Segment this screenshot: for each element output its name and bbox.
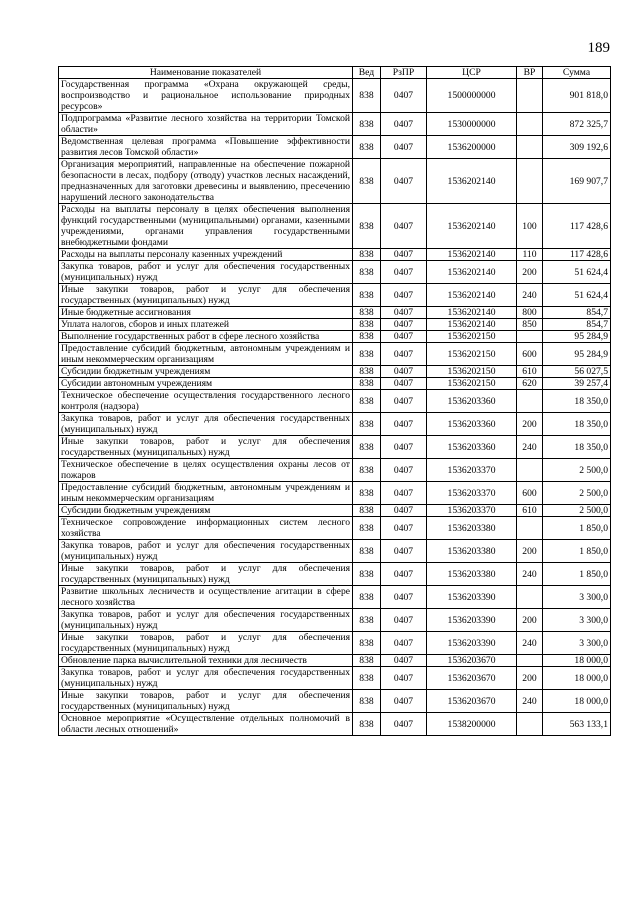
header-csr: ЦСР [427,67,517,79]
row-rzpr-cell: 0407 [381,113,427,136]
row-vr-cell: 200 [517,667,543,690]
table-row [59,436,611,459]
table-row [59,517,611,540]
row-csr-cell: 1536202140 [427,159,517,204]
row-name-cell: Государственная программа «Охрана окружающей среды, воспроизводство и рациональное использование природных ресурсов» [59,79,353,113]
row-ved-cell: 838 [353,249,381,261]
row-vr-cell: 200 [517,540,543,563]
row-sum-cell: 169 907,7 [543,159,611,204]
row-sum-cell: 2 500,0 [543,459,611,482]
table-row [59,563,611,586]
row-name-cell: Иные закупки товаров, работ и услуг для обеспечения государственных (муниципальных) нужд [59,563,353,586]
row-sum-cell: 1 850,0 [543,517,611,540]
row-sum-cell: 117 428,6 [543,204,611,249]
row-ved-cell: 838 [353,378,381,390]
row-name-cell: Субсидии бюджетным учреждениям [59,366,353,378]
row-name-cell: Иные бюджетные ассигнования [59,307,353,319]
row-sum-cell: 3 300,0 [543,632,611,655]
row-ved-cell: 838 [353,667,381,690]
row-rzpr-cell: 0407 [381,563,427,586]
table-row [59,378,611,390]
table-row [59,540,611,563]
header-rzpr: РзПР [381,67,427,79]
row-name-cell: Обновление парка вычислительной техники для лесничеств [59,655,353,667]
row-csr-cell: 1536202140 [427,307,517,319]
row-rzpr-cell: 0407 [381,366,427,378]
row-ved-cell: 838 [353,319,381,331]
table-row [59,713,611,736]
row-rzpr-cell: 0407 [381,307,427,319]
header-ved: Вед [353,67,381,79]
table-row [59,459,611,482]
row-ved-cell: 838 [353,459,381,482]
row-name-cell: Техническое обеспечение осуществления государственного лесного контроля (надзора) [59,390,353,413]
row-vr-cell: 100 [517,204,543,249]
row-csr-cell: 1536203380 [427,563,517,586]
row-rzpr-cell: 0407 [381,540,427,563]
row-csr-cell: 1536203390 [427,586,517,609]
row-sum-cell: 854,7 [543,319,611,331]
row-sum-cell: 117 428,6 [543,249,611,261]
row-rzpr-cell: 0407 [381,284,427,307]
row-sum-cell: 18 000,0 [543,655,611,667]
row-csr-cell: 1536203360 [427,436,517,459]
row-ved-cell: 838 [353,307,381,319]
row-vr-cell: 610 [517,505,543,517]
row-sum-cell: 2 500,0 [543,482,611,505]
row-name-cell: Закупка товаров, работ и услуг для обеспечения государственных (муниципальных) нужд [59,413,353,436]
row-csr-cell: 1536202140 [427,261,517,284]
row-rzpr-cell: 0407 [381,413,427,436]
row-rzpr-cell: 0407 [381,632,427,655]
row-vr-cell [517,713,543,736]
row-sum-cell: 39 257,4 [543,378,611,390]
row-ved-cell: 838 [353,517,381,540]
row-vr-cell [517,517,543,540]
row-csr-cell: 1536203390 [427,609,517,632]
row-sum-cell: 1 850,0 [543,563,611,586]
row-name-cell: Ведомственная целевая программа «Повышение эффективности развития лесов Томской области» [59,136,353,159]
row-ved-cell: 838 [353,563,381,586]
row-rzpr-cell: 0407 [381,667,427,690]
row-vr-cell [517,459,543,482]
row-csr-cell: 1536202150 [427,343,517,366]
row-sum-cell: 18 350,0 [543,413,611,436]
table-row [59,390,611,413]
row-ved-cell: 838 [353,586,381,609]
row-rzpr-cell: 0407 [381,459,427,482]
row-sum-cell: 18 000,0 [543,667,611,690]
table-body [59,79,611,736]
row-rzpr-cell: 0407 [381,390,427,413]
header-vr: ВР [517,67,543,79]
budget-table [58,66,611,736]
row-ved-cell: 838 [353,655,381,667]
row-name-cell: Выполнение государственных работ в сфере лесного хозяйства [59,331,353,343]
row-ved-cell: 838 [353,204,381,249]
row-csr-cell: 1536203360 [427,390,517,413]
row-ved-cell: 838 [353,713,381,736]
row-vr-cell: 620 [517,378,543,390]
table-row [59,113,611,136]
row-name-cell: Расходы на выплаты персоналу в целях обеспечения выполнения функций государственными (муниципальными) органами, казенными учреждениями, органами управления государственными внебюджетными фондами [59,204,353,249]
row-vr-cell: 600 [517,343,543,366]
table-row [59,249,611,261]
row-sum-cell: 51 624,4 [543,284,611,307]
row-rzpr-cell: 0407 [381,586,427,609]
row-sum-cell: 872 325,7 [543,113,611,136]
table-row [59,505,611,517]
row-name-cell: Организация мероприятий, направленные на обеспечение пожарной безопасности в лесах, подбору (отводу) участков лесных насаждений, предназначенных для заготовки древесины и выявлению, пресечению нарушений лесного законодательства [59,159,353,204]
row-csr-cell: 1536202150 [427,378,517,390]
row-rzpr-cell: 0407 [381,136,427,159]
header-sum: Сумма [543,67,611,79]
row-vr-cell: 240 [517,436,543,459]
row-csr-cell: 1536202150 [427,331,517,343]
table-row [59,482,611,505]
row-vr-cell [517,136,543,159]
row-rzpr-cell: 0407 [381,79,427,113]
row-csr-cell: 1536202140 [427,204,517,249]
row-rzpr-cell: 0407 [381,249,427,261]
row-vr-cell [517,79,543,113]
table-header-row [59,67,611,79]
row-ved-cell: 838 [353,343,381,366]
table-row [59,632,611,655]
row-name-cell: Предоставление субсидий бюджетным, автономным учреждениям и иным некоммерческим организациям [59,343,353,366]
row-csr-cell: 1536202140 [427,249,517,261]
row-vr-cell: 600 [517,482,543,505]
row-rzpr-cell: 0407 [381,713,427,736]
row-rzpr-cell: 0407 [381,261,427,284]
row-name-cell: Уплата налогов, сборов и иных платежей [59,319,353,331]
row-sum-cell: 56 027,5 [543,366,611,378]
row-csr-cell: 1536203360 [427,413,517,436]
row-sum-cell: 309 192,6 [543,136,611,159]
table-row [59,609,611,632]
row-name-cell: Расходы на выплаты персоналу казенных учреждений [59,249,353,261]
table-row [59,366,611,378]
row-vr-cell: 200 [517,413,543,436]
row-name-cell: Иные закупки товаров, работ и услуг для обеспечения государственных (муниципальных) нужд [59,284,353,307]
row-name-cell: Предоставление субсидий бюджетным, автономным учреждениям и иным некоммерческим организациям [59,482,353,505]
row-name-cell: Техническое сопровождение информационных систем лесного хозяйства [59,517,353,540]
row-sum-cell: 2 500,0 [543,505,611,517]
table-row [59,136,611,159]
row-rzpr-cell: 0407 [381,609,427,632]
row-vr-cell: 240 [517,690,543,713]
row-csr-cell: 1536202140 [427,284,517,307]
row-vr-cell: 240 [517,632,543,655]
row-rzpr-cell: 0407 [381,505,427,517]
row-name-cell: Иные закупки товаров, работ и услуг для обеспечения государственных (муниципальных) нужд [59,436,353,459]
row-rzpr-cell: 0407 [381,159,427,204]
row-ved-cell: 838 [353,331,381,343]
row-ved-cell: 838 [353,79,381,113]
table-row [59,331,611,343]
table-row [59,586,611,609]
row-name-cell: Иные закупки товаров, работ и услуг для обеспечения государственных (муниципальных) нужд [59,690,353,713]
table-row [59,413,611,436]
row-csr-cell: 1536200000 [427,136,517,159]
row-sum-cell: 18 350,0 [543,390,611,413]
row-name-cell: Субсидии автономным учреждениям [59,378,353,390]
row-rzpr-cell: 0407 [381,517,427,540]
row-name-cell: Основное мероприятие «Осуществление отдельных полномочий в области лесных отношений» [59,713,353,736]
row-sum-cell: 901 818,0 [543,79,611,113]
row-ved-cell: 838 [353,690,381,713]
row-rzpr-cell: 0407 [381,436,427,459]
row-rzpr-cell: 0407 [381,343,427,366]
row-sum-cell: 51 624,4 [543,261,611,284]
row-sum-cell: 1 850,0 [543,540,611,563]
row-ved-cell: 838 [353,413,381,436]
row-sum-cell: 95 284,9 [543,331,611,343]
table-row [59,655,611,667]
row-csr-cell: 1536203370 [427,505,517,517]
row-sum-cell: 18 000,0 [543,690,611,713]
table-row [59,690,611,713]
row-csr-cell: 1500000000 [427,79,517,113]
row-vr-cell [517,113,543,136]
row-vr-cell [517,331,543,343]
row-ved-cell: 838 [353,261,381,284]
row-ved-cell: 838 [353,113,381,136]
row-sum-cell: 95 284,9 [543,343,611,366]
row-csr-cell: 1536203380 [427,517,517,540]
row-name-cell: Закупка товаров, работ и услуг для обеспечения государственных (муниципальных) нужд [59,261,353,284]
row-ved-cell: 838 [353,609,381,632]
row-ved-cell: 838 [353,284,381,307]
row-sum-cell: 854,7 [543,307,611,319]
row-ved-cell: 838 [353,482,381,505]
row-ved-cell: 838 [353,540,381,563]
row-csr-cell: 1536202150 [427,366,517,378]
row-vr-cell: 240 [517,563,543,586]
row-vr-cell: 850 [517,319,543,331]
row-ved-cell: 838 [353,390,381,413]
row-csr-cell: 1536203370 [427,482,517,505]
table-row [59,667,611,690]
row-ved-cell: 838 [353,632,381,655]
row-rzpr-cell: 0407 [381,482,427,505]
row-vr-cell [517,159,543,204]
row-csr-cell: 1536203670 [427,655,517,667]
row-rzpr-cell: 0407 [381,690,427,713]
table-row [59,284,611,307]
row-csr-cell: 1538200000 [427,713,517,736]
row-vr-cell: 200 [517,261,543,284]
row-vr-cell [517,390,543,413]
row-sum-cell: 563 133,1 [543,713,611,736]
row-name-cell: Иные закупки товаров, работ и услуг для обеспечения государственных (муниципальных) нужд [59,632,353,655]
row-vr-cell [517,655,543,667]
row-csr-cell: 1536202140 [427,319,517,331]
row-ved-cell: 838 [353,159,381,204]
row-csr-cell: 1536203380 [427,540,517,563]
row-sum-cell: 3 300,0 [543,609,611,632]
row-vr-cell [517,586,543,609]
row-sum-cell: 18 350,0 [543,436,611,459]
row-rzpr-cell: 0407 [381,378,427,390]
row-vr-cell: 200 [517,609,543,632]
row-rzpr-cell: 0407 [381,331,427,343]
table-row [59,159,611,204]
row-name-cell: Развитие школьных лесничеств и осуществление агитации в сфере лесного хозяйства [59,586,353,609]
page-number: 189 [587,40,610,56]
table-row [59,307,611,319]
row-csr-cell: 1530000000 [427,113,517,136]
row-name-cell: Закупка товаров, работ и услуг для обеспечения государственных (муниципальных) нужд [59,609,353,632]
row-name-cell: Закупка товаров, работ и услуг для обеспечения государственных (муниципальных) нужд [59,540,353,563]
table-row [59,261,611,284]
row-ved-cell: 838 [353,505,381,517]
row-ved-cell: 838 [353,436,381,459]
table-row [59,79,611,113]
table-row [59,343,611,366]
row-sum-cell: 3 300,0 [543,586,611,609]
row-vr-cell: 240 [517,284,543,307]
row-name-cell: Субсидии бюджетным учреждениям [59,505,353,517]
row-csr-cell: 1536203670 [427,667,517,690]
row-vr-cell: 110 [517,249,543,261]
row-name-cell: Закупка товаров, работ и услуг для обеспечения государственных (муниципальных) нужд [59,667,353,690]
row-vr-cell: 800 [517,307,543,319]
header-name: Наименование показателей [59,67,353,79]
table-row [59,319,611,331]
row-name-cell: Подпрограмма «Развитие лесного хозяйства на территории Томской области» [59,113,353,136]
row-csr-cell: 1536203370 [427,459,517,482]
row-vr-cell: 610 [517,366,543,378]
row-rzpr-cell: 0407 [381,319,427,331]
row-rzpr-cell: 0407 [381,204,427,249]
row-ved-cell: 838 [353,136,381,159]
row-csr-cell: 1536203390 [427,632,517,655]
row-csr-cell: 1536203670 [427,690,517,713]
row-name-cell: Техническое обеспечение в целях осуществления охраны лесов от пожаров [59,459,353,482]
table-row [59,204,611,249]
row-rzpr-cell: 0407 [381,655,427,667]
row-ved-cell: 838 [353,366,381,378]
